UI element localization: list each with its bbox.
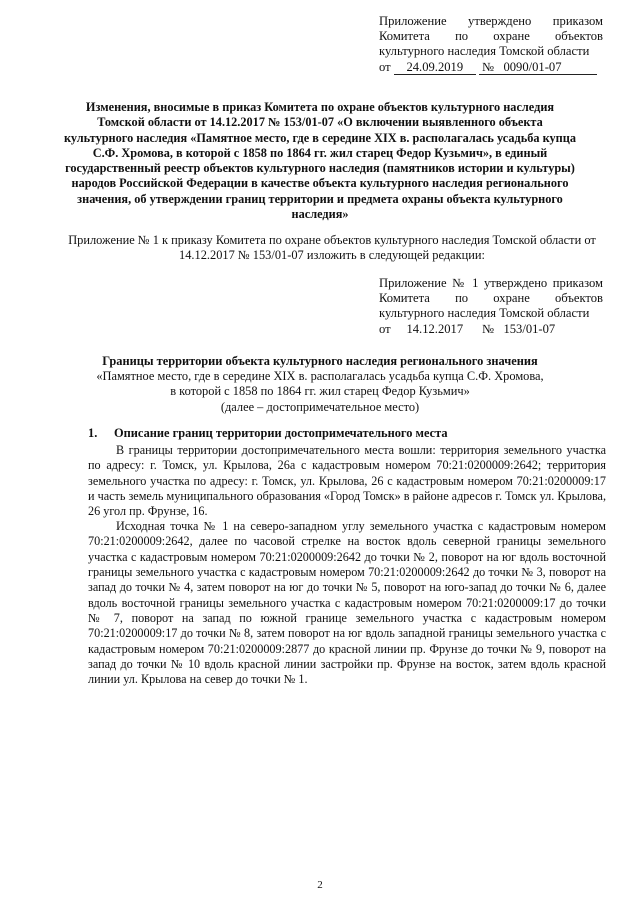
inner-approval-number-field [479, 322, 597, 337]
inner-approval-date: 14.12.2017 [406, 321, 464, 336]
body-paragraph-1: В границы территории достопримечательного места вошли: территория земельного участка по адресу: г. Томск, ул. Крылова, 26а с кадастровым номером 70:21:0200009:2642; территория земельного участка по адресу: г. Томск, ул. Крылова, 26 с кадастровым номером 70:21:0200009:17 и часть земель муниципального образования «Город Томск» в районе адресов г. Томск ул. Крылова, 26 угол пр. Фрунзе, 16. [88, 443, 606, 519]
document-title: Изменения, вносимые в приказ Комитета по охране объектов культурного наследия Томской области от 14.12.2017 № 153/01-07 «О включении выявленного объекта культурного наследия «Памятное место, где в середине XIX в. располагалась усадьба купца С.Ф. Хромова, в которой с 1858 по 1864 гг. жил старец Федор Кузьмич», в единый государственный реестр объектов культурного наследия (памятников истории и культуры) народов Российской Федерации в качестве объекта культурного наследия регионального значения, об утверждении границ территории и предмета охраны объекта культурного наследия» [64, 100, 576, 222]
approval-line-2: Комитета по охране объектов [379, 29, 603, 44]
inner-approval-line-3: культурного наследия Томской области [379, 306, 590, 321]
inner-approval-number-label: № [481, 321, 494, 336]
approval-block-top [379, 14, 603, 75]
approval-number: 0090/01-07 [503, 59, 562, 74]
inner-approval-line-1: Приложение № 1 утверждено приказом [379, 276, 603, 290]
section-title: Описание границ территории достопримечательного места [114, 426, 448, 440]
approval-line-1: Приложение утверждено приказом [379, 14, 603, 28]
approval-from-label: от [379, 59, 391, 74]
boundaries-line-3: в которой с 1858 по 1864 гг. жил старец Федор Кузьмич» [170, 384, 470, 399]
page-number: 2 [317, 879, 323, 891]
approval-number-field [479, 61, 597, 75]
boundaries-heading: Границы территории объекта культурного наследия регионального значения [102, 354, 538, 368]
section-number: 1. [88, 426, 98, 440]
inner-approval-from-label: от [379, 321, 391, 336]
inner-approval-line-2: Комитета по охране объектов [379, 291, 603, 306]
intro-paragraph: Приложение № 1 к приказу Комитета по охране объектов культурного наследия Томской области от 14.12.2017 № 153/01-07 изложить в следующей редакции: [68, 233, 596, 263]
approval-date: 24.09.2019 [394, 61, 476, 75]
approval-number-label: № [481, 59, 494, 74]
boundaries-line-2: «Памятное место, где в середине XIX в. располагалась усадьба купца С.Ф. Хромова, [96, 369, 544, 384]
boundaries-line-4: (далее – достопримечательное место) [220, 399, 420, 414]
approval-date-line [379, 60, 603, 75]
approval-block-inner [379, 276, 603, 337]
approval-line-3: культурного наследия Томской области [379, 44, 590, 59]
inner-approval-date-line [379, 322, 603, 337]
inner-approval-number: 153/01-07 [503, 321, 556, 336]
body-paragraph-2: Исходная точка № 1 на северо-западном углу земельного участка с кадастровым номером 70:21:0200009:2642, далее по часовой стрелке на восток вдоль северной границы земельного участка с кадастровым номером 70:21:0200009:2642 до точки № 2, поворот на юг вдоль восточной границы земельного участка с кадастровым номером 70:21:0200009:2642 до точки № 3, поворот на запад до точки № 4, затем поворот на юг до точки № 5, поворот на юго-запад до точки № 6, далее вдоль восточной границы земельного участка с кадастровым номером 70:21:0200009:17 до точки № 7, поворот на запад по южной границе земельного участка с кадастровым номером 70:21:0200009:17 до точки № 8, затем поворот на юг вдоль западной границы земельного участка с кадастровым номером 70:21:0200009:2877 до красной линии пр. Фрунзе до точки № 9, поворот на запад до точки № 10 вдоль красной линии застройки пр. Фрунзе на восток, затем вдоль красной линии ул. Крылова на север до точки № 1. [88, 519, 606, 687]
section-heading [88, 426, 588, 441]
boundaries-heading-block [62, 354, 578, 415]
